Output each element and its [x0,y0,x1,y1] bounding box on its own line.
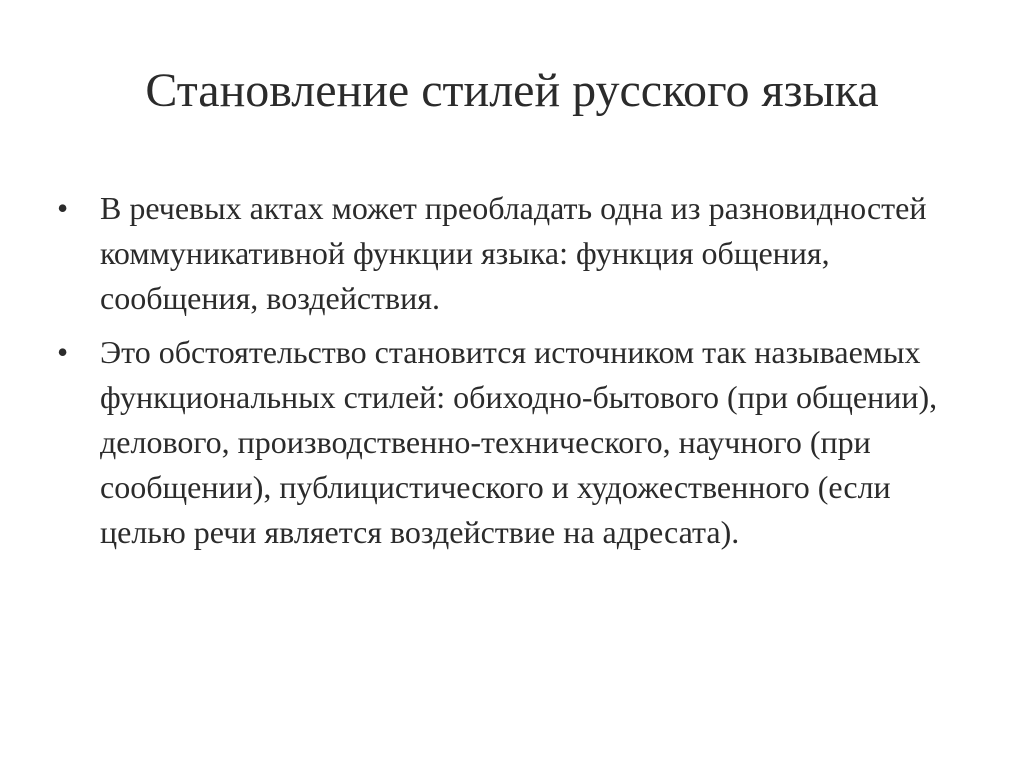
bullet-item-1 [0,186,1024,321]
bullet-marker: • [57,334,69,370]
bullet-item-2 [0,330,1024,555]
slide-title: Становление стилей русского языка [145,64,879,117]
bullet-text-1: В речевых актах может преобладать одна из разновидностей коммуникативной функции языка: функция общения, сообщения, воздействия. [100,190,927,316]
bullet-text-2: Это обстоятельство становится источником так называемых функциональных стилей: обиходно-бытового (при общении), делового, производственно-технического, научного (при сообщении), публицистического и художественного (если целью речи является воздействие на адресата). [100,334,938,550]
bullet-list [0,186,1024,564]
bullet-marker: • [57,190,69,226]
